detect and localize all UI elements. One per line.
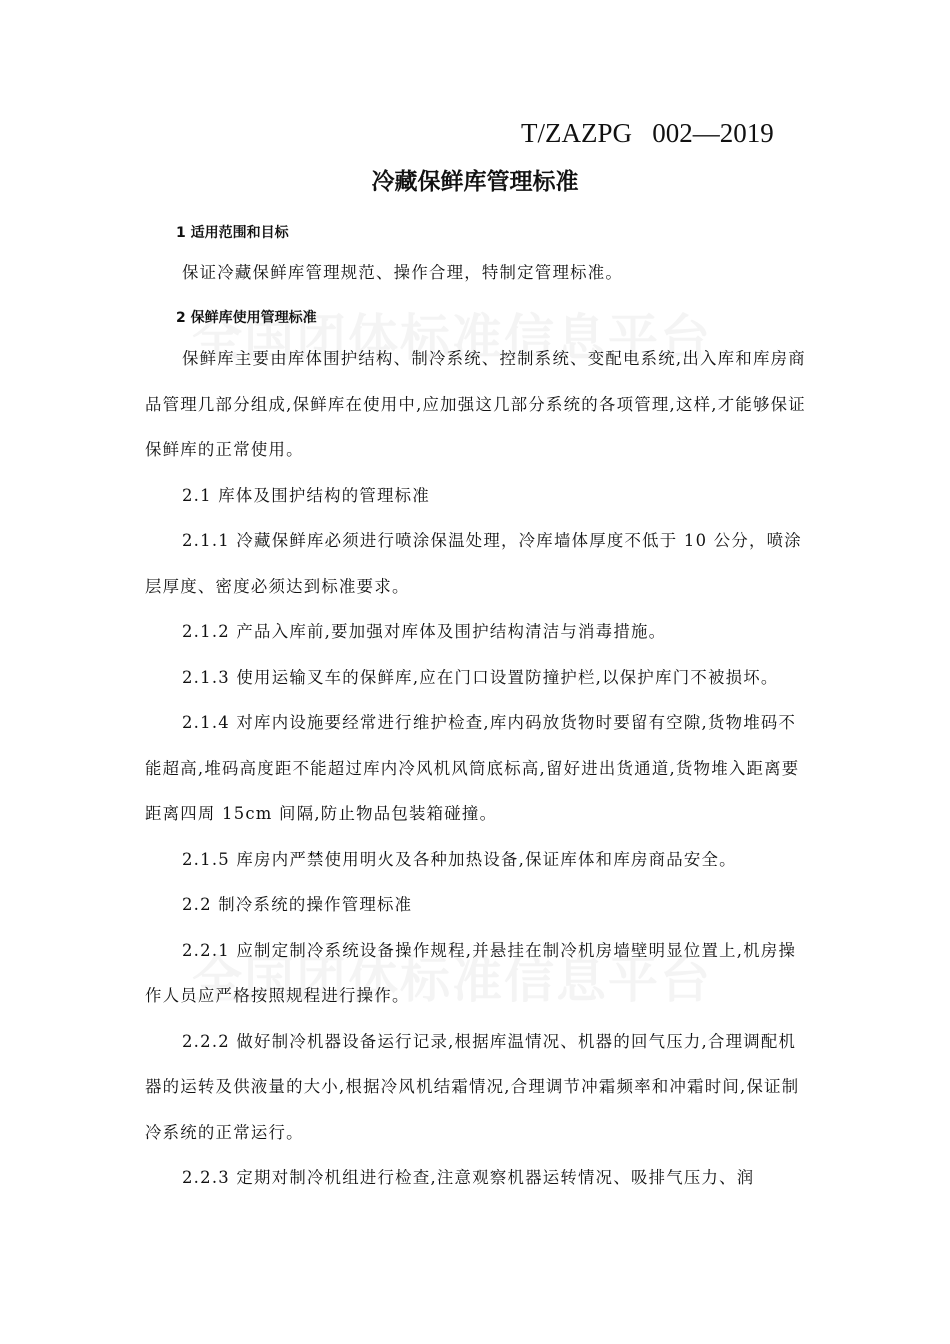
- paragraph: 保鲜库主要由库体围护结构、制冷系统、控制系统、变配电系统,出入库和库房商品管理几部分组成,保鲜库在使用中,应加强这几部分系统的各项管理,这样,才能够保证保鲜库的正常使用。: [145, 349, 806, 459]
- paragraph: 2.2.2 做好制冷机器设备运行记录,根据库温情况、机器的回气压力,合理调配机器的运转及供液量的大小,根据冷风机结霜情况,合理调节冲霜频率和冲霜时间,保证制冷系统的正常运行。: [145, 1031, 800, 1142]
- paragraph: 2.1.2 产品入库前,要加强对库体及围护结构清洁与消毒措施。: [182, 622, 667, 641]
- section-1-heading: 1 适用范围和目标: [176, 225, 289, 241]
- section-1-body: [145, 250, 807, 296]
- subsection-heading: 2.2 制冷系统的操作管理标准: [182, 895, 413, 914]
- document-title: 冷藏保鲜库管理标准: [371, 169, 579, 195]
- section-2-body: [145, 336, 807, 1201]
- section-2-heading: 2 保鲜库使用管理标准: [176, 310, 317, 326]
- paragraph: 2.1.3 使用运输叉车的保鲜库,应在门口设置防撞护栏,以保护库门不被损坏。: [182, 667, 779, 687]
- subsection-heading: 2.1 库体及围护结构的管理标准: [182, 485, 430, 505]
- paragraph: 2.1.4 对库内设施要经常进行维护检查,库内码放货物时要留有空隙,货物堆码不能超高,堆码高度距不能超过库内冷风机风筒底标高,留好进出货通道,货物堆入距离要距离四周 15cm 间隔,防止物品包装箱碰撞。: [145, 713, 800, 823]
- paragraph: 2.1.5 库房内严禁使用明火及各种加热设备,保证库体和库房商品安全。: [182, 849, 737, 869]
- standard-code: T/ZAZPG 002—2019: [521, 118, 774, 148]
- paragraph: 2.1.1 冷藏保鲜库必须进行喷涂保温处理，冷库墙体厚度不低于 10 公分，喷涂层厚度、密度必须达到标准要求。: [145, 531, 802, 596]
- paragraph: 保证冷藏保鲜库管理规范、操作合理，特制定管理标准。: [182, 263, 624, 282]
- paragraph: 2.2.3 定期对制冷机组进行检查,注意观察机器运转情况、吸排气压力、润: [182, 1168, 755, 1187]
- paragraph: 2.2.1 应制定制冷系统设备操作规程,并悬挂在制冷机房墙壁明显位置上,机房操作人员应严格按照规程进行操作。: [145, 940, 797, 1005]
